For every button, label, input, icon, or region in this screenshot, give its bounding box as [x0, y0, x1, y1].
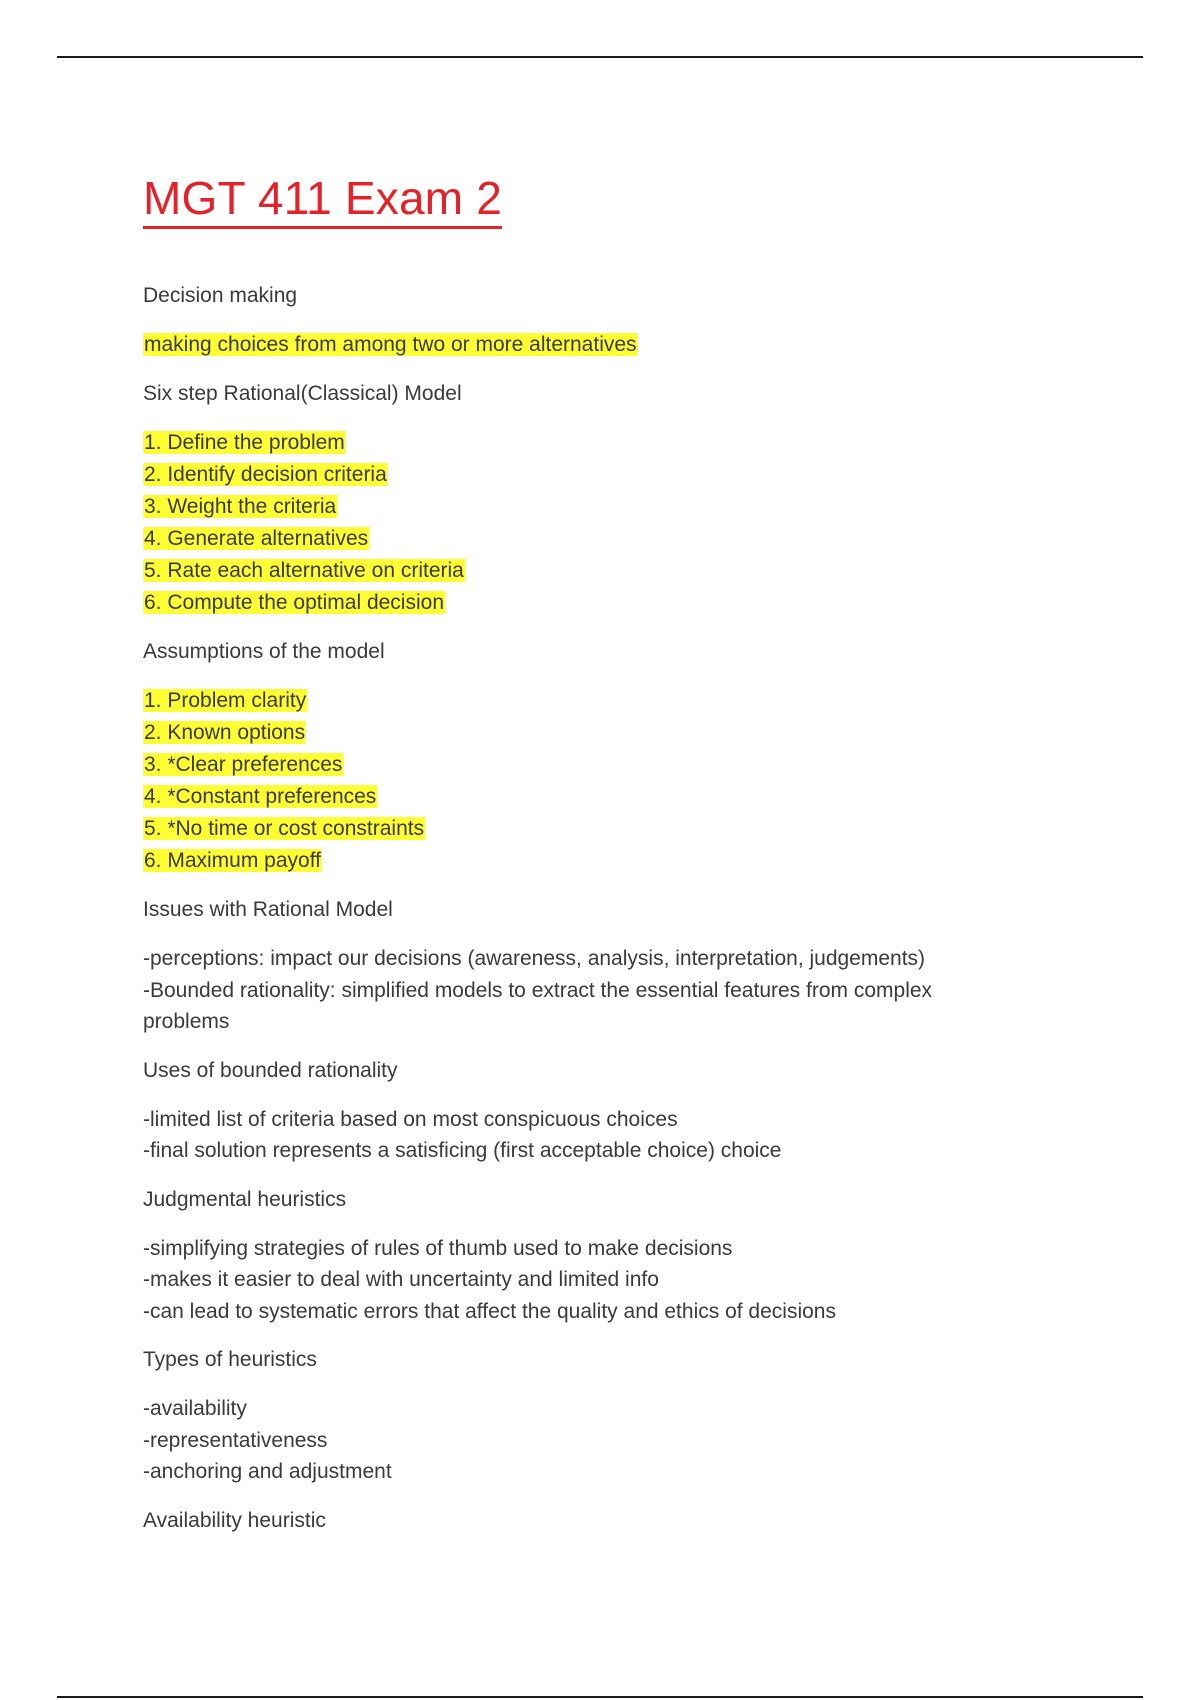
highlighted-definition: making choices from among two or more alternatives	[144, 333, 637, 356]
heading-bounded-uses: Uses of bounded rationality	[143, 1058, 398, 1082]
step-text: 4. Generate alternatives	[144, 527, 369, 550]
heading-assumptions: Assumptions of the model	[143, 640, 385, 663]
paragraph-line: -makes it easier to deal with uncertainty and limited info	[143, 1268, 659, 1291]
paragraph-line: -anchoring and adjustment	[143, 1460, 392, 1483]
heading-availability: Availability heuristic	[143, 1508, 326, 1532]
issues-text	[143, 943, 1043, 1038]
document-title: MGT 411 Exam 2	[143, 170, 502, 229]
paragraph-line: -representativeness	[143, 1428, 328, 1452]
assumption-text: 3. *Clear preferences	[144, 753, 343, 776]
step-text: 3. Weight the criteria	[144, 495, 337, 518]
list-item	[143, 587, 1043, 619]
assumption-text: 6. Maximum payoff	[144, 849, 322, 872]
heading-rational-model: Six step Rational(Classical) Model	[143, 382, 462, 405]
list-item	[143, 813, 1043, 845]
top-rule	[57, 56, 1143, 58]
bounded-uses-text	[143, 1104, 1043, 1167]
assumption-text: 2. Known options	[144, 721, 306, 744]
paragraph-line: -simplifying strategies of rules of thumb used to make decisions	[143, 1236, 733, 1260]
assumption-text: 4. *Constant preferences	[144, 785, 377, 808]
list-item	[143, 459, 1043, 491]
list-item	[143, 749, 1043, 781]
paragraph-line: -Bounded rationality: simplified models to extract the essential features from complex	[143, 978, 933, 1002]
types-text	[143, 1393, 1043, 1488]
heading-issues: Issues with Rational Model	[143, 898, 393, 921]
list-item	[143, 491, 1043, 523]
list-item	[143, 717, 1043, 749]
heading-types: Types of heuristics	[143, 1348, 317, 1371]
paragraph-line: -perceptions: impact our decisions (awareness, analysis, interpretation, judgements)	[143, 947, 926, 970]
definition-decision-making	[143, 329, 1043, 361]
paragraph-line: -final solution represents a satisficing (first acceptable choice) choice	[143, 1139, 782, 1162]
step-text: 6. Compute the optimal decision	[144, 591, 444, 614]
paragraph-line: -can lead to systematic errors that affect the quality and ethics of decisions	[143, 1299, 836, 1323]
list-item	[143, 685, 1043, 717]
assumption-text: 1. Problem clarity	[144, 689, 307, 712]
document-body	[143, 170, 1043, 1554]
list-item	[143, 523, 1043, 555]
assumptions-list	[143, 685, 1043, 877]
list-item	[143, 555, 1043, 587]
step-text: 1. Define the problem	[144, 431, 345, 454]
heading-judgmental: Judgmental heuristics	[143, 1187, 347, 1211]
bottom-rule	[57, 1696, 1143, 1698]
step-text: 5. Rate each alternative on criteria	[144, 559, 464, 582]
judgmental-text	[143, 1233, 1043, 1328]
step-text: 2. Identify decision criteria	[144, 463, 387, 486]
list-item	[143, 845, 1043, 877]
paragraph-line: -availability	[143, 1397, 247, 1420]
paragraph-line: -limited list of criteria based on most conspicuous choices	[143, 1107, 678, 1131]
rational-model-steps	[143, 427, 1043, 619]
heading-decision-making: Decision making	[143, 284, 298, 307]
paragraph-line: problems	[143, 1010, 230, 1033]
list-item	[143, 781, 1043, 813]
list-item	[143, 427, 1043, 459]
assumption-text: 5. *No time or cost constraints	[144, 817, 425, 840]
